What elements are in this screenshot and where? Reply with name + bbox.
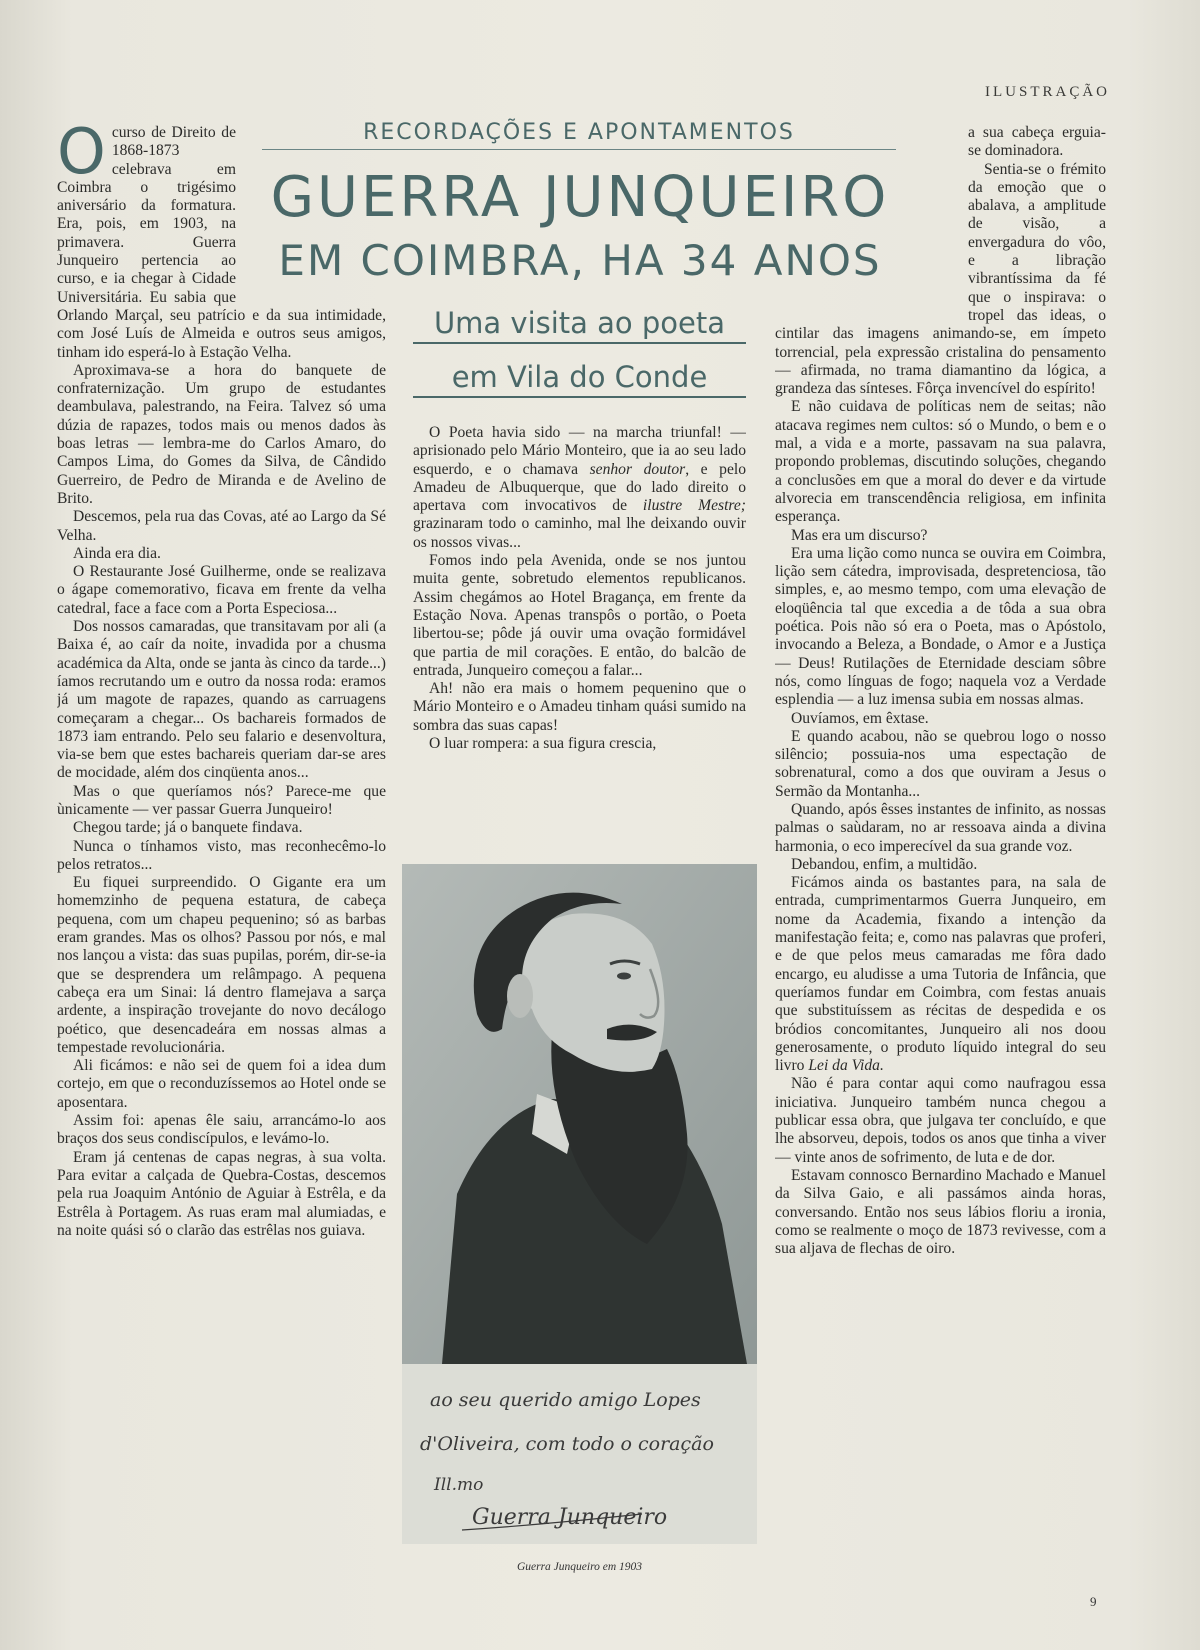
portrait-illustration: [402, 864, 757, 1364]
italic-text: ilustre Mestre;: [642, 497, 746, 515]
paragraph: E quando acabou, não se quebrou logo o nosso silêncio; possuia-nos uma espectação de sobrenatural, como a dos que ouviram a Jesus o Sermão da Montanha...: [775, 727, 1106, 800]
signature-line-2: d'Oliveira, com todo o coração: [420, 1433, 714, 1455]
paragraph: Nunca o tínhamos visto, mas reconhecêmo-lo pelos retratos...: [57, 837, 386, 873]
paragraph: Eram já centenas de capas negras, à sua volta. Para evitar a calçada de Quebra-Costas, descemos pela rua Joaquim António de Aguiar à Estrêla, e da Estrêla à Portagem. As ruas eram mal alumiadas, e na noite quási só o clarão das estrêlas nos guiava.: [57, 1148, 386, 1239]
paragraph: Ainda era dia.: [73, 544, 161, 562]
article-column-3: [775, 124, 1106, 1574]
paragraph: [413, 424, 746, 552]
visit-title-line-2: em Vila do Conde: [413, 360, 746, 398]
photo-caption: Guerra Junqueiro em 1903: [516, 1561, 643, 1573]
article-column-2: [413, 424, 746, 844]
paragraph: Era uma lição como nunca se ouvira em Coimbra, lição sem cátedra, improvisada, despretenciosa, tão simples, e, ao mesmo tempo, com uma elevação de eloqüência tal que excedia a de tôda a sua obra poética. Pois não só era o Poeta, mas o Apóstolo, invocando a Beleza, a Bondade, o Amor e a Justiça — Deus! Rutilações de Eternidade desciam sôbre nós, como línguas de fogo; naquela voz a Verdade esplendia — a luz imensa subia em nossas almas.: [775, 544, 1106, 709]
paragraph: Ah! não era mais o homem pequenino que o Mário Monteiro e o Amadeu tinham quási sumido na sombra das suas capas!: [413, 680, 746, 734]
column-3-headline-spacer: [775, 124, 968, 309]
drop-cap: O: [57, 124, 106, 188]
paragraph: Dos nossos camaradas, que transitavam por ali (a Baixa é, ao caír da noite, invadida por a chusma académica da Alta, onde se janta às cinco da tarde...) íamos recrutando um e outro da nossa roda: eramos já um magote de rapazes, quando as carruagens começaram a chegar... Os bachareis formados de 1873 iam entrando. Pelo seu falario e desenvoltura, via-se bem que estes bachareis queriam dar-se ares de mocidade, além dos cinqüenta anos...: [57, 618, 386, 782]
signature-line-3: Ill.mo: [434, 1475, 484, 1495]
text-run: grazinaram todo o caminho, mal lhe deixando ouvir os nossos vivas...: [413, 515, 746, 551]
page-number: 9: [1090, 1594, 1097, 1609]
visit-title-line-1: Uma visita ao poeta: [413, 306, 746, 344]
paragraph: Descemos, pela rua das Covas, até ao Largo da Sé Velha.: [57, 508, 386, 544]
article-column-1: [57, 124, 386, 1574]
paragraph: Ali ficámos: e não sei de quem foi a idea dum cortejo, em que o reconduzíssemos ao Hotel onde se aposentara.: [57, 1057, 386, 1111]
column-1-headline-spacer: [236, 124, 386, 296]
subheadline: EM COIMBRA, HA 34 ANOS: [278, 236, 882, 285]
text-run: , e pelo Amadeu de Albuquerque, que do lado direito o apertava com invocativos de: [413, 460, 746, 515]
signature-illustration: [402, 1364, 757, 1544]
paragraph: Chegou tarde; já o banquete findava.: [73, 819, 303, 837]
paragraph: a sua cabeça erguia-se dominadora.: [968, 124, 1106, 160]
signature-line-1: ao seu querido amigo Lopes: [430, 1389, 701, 1411]
portrait-photo: [402, 864, 757, 1364]
paragraph: Aproximava-se a hora do banquete de confraternização. Um grupo de estudantes deambulava, palestrando, na Feira. Talvez só uma dúzia de rapazes, todos mais ou menos dados às boas letras — lembra-me do Carlos Amaro, do Campos Lima, do Gomes da Silva, de Cândido Guerreiro, de Pedro de Miranda e de Avelino de Brito.: [57, 361, 386, 507]
section-kicker: RECORDAÇÕES E APONTAMENTOS: [262, 120, 896, 150]
paragraph: Quando, após êsses instantes de infinito, as nossas palmas o saùdaram, no ar ressoava ainda a divina harmonia, o eco imperecível da sua grande voz.: [775, 800, 1106, 855]
paragraph: E não cuidava de políticas nem de seitas; não atacava regimes nem cultos: só o Mundo, o bem e o mal, a vida e a morte, passavam na sua palavra, propondo problemas, discutindo soluções, chegando a conclusões em que a moral do dever e da virtude alvorecia em transcendência religiosa, em infinita esperança.: [775, 398, 1106, 526]
paragraph: Não é para contar aqui como naufragou essa iniciativa. Junqueiro também nunca chegou a publicar essa obra, que julgava ter concluído, e que lhe absorveu, depois, todos os anos que tinha a viver — vinte anos de sofrimento, de luta e de dor.: [775, 1075, 1106, 1166]
paragraph: Debandou, enfim, a multidão.: [791, 855, 978, 873]
paragraph: Estavam connosco Bernardino Machado e Manuel da Silva Gaio, e ali passámos ainda horas, conversando. Então nos seus lábios floriu a ironia, como se realmente o moço de 1873 revivesse, com a sua aljava de flechas de oiro.: [775, 1166, 1106, 1258]
signature-line-4: Guerra Junqueiro: [472, 1505, 668, 1530]
paragraph: Assim foi: apenas êle saiu, arrancámo-lo aos braços dos seus condiscípulos, e levámo-lo.: [57, 1112, 386, 1148]
paragraph: Ouvíamos, em êxtase.: [791, 709, 929, 727]
running-head: ILUSTRAÇÃO: [984, 84, 1110, 100]
text-run: O Poeta havia sido — na marcha triunfal! — aprisionado pelo Mário Monteiro, que ia ao seu lado esquerdo, e o chamava: [413, 424, 746, 478]
italic-text: Lei da Vida.: [808, 1057, 884, 1075]
paragraph: Eu fiquei surpreendido. O Gigante era um homemzinho de pequena estatura, de cabeça pequena, com um chapeu pequenino; só as barbas eram grandes. Mas os olhos? Passou por nós, e mal nos lançou a vista: das suas pupilas, porém, dir-se-ia que se desprendera um relâmpago. A pequena cabeça era um Sinai: lá dentro flamejava a sarça ardente, a inspiração trovejante do novo decálogo poético, que desencadeára em nossas almas a tempestade revolucionária.: [57, 874, 386, 1056]
italic-text: senhor doutor: [589, 460, 686, 478]
paragraph: O Restaurante José Guilherme, onde se realizava o ágape comemorativo, ficava em frente da velha catedral, face a face com a Porta Especiosa...: [57, 563, 386, 617]
text-run: Ficámos ainda os bastantes para, na sala de entrada, cumprimentarmos Guerra Junqueiro, em nome da Academia, fixando a intenção da manifestação feita; e, como nas palavras que proferi, e de que pelos meus camaradas me fôra dado encargo, eu aludisse a uma Tutoria de Infância, que queríamos fundar em Coimbra, com festas anuais que substituíssem as récitas de despedida e os bródios concomitantes, Junqueiro ali nos doou generosamente, o produto líquido integral do seu livro: [775, 874, 1106, 1075]
paragraph: Sentia-se o frémito da emoção que o abalava, a amplitude de visão, a envergadura do vôo, e a libração vibrantíssima da fé que o inspirava: o tropel das ideas, o cintilar das imagens animando-se, em ímpeto torrencial, pela expressão cristalina do pensamento — afirmada, no trama diamantino da lógica, a grandeza das sínteses. Fôrça invencível do espírito!: [775, 160, 1106, 398]
paragraph: Mas o que queríamos nós? Parece-me que ùnicamente — ver passar Guerra Junqueiro!: [57, 782, 386, 818]
paragraph: Fomos indo pela Avenida, onde se nos juntou muita gente, sobretudo elementos republicanos. Assim chegámos ao Hotel Bragança, em frente da Estação Nova. Apenas transpôs o portão, o Poeta libertou-se; pôde já ouvir uma ovação formidável que partia de mil corações. E então, do balcão de entrada, Junqueiro começou a falar...: [413, 552, 746, 679]
lead-paragraph-text: curso de Direito de 1868-1873 celebrava em Coimbra o trigésimo aniversário da formatura. Era, pois, em 1903, na primavera. Guerra Junqueiro pertencia ao curso, e ia chegar à Cidade Universitária. Eu sabia que Orlando Marçal, seu patrício e da sua intimidade, com José Luís de Almeida e outros seus amigos, tinham ido esperá-lo à Estação Velha.: [57, 124, 386, 361]
paragraph: Mas era um discurso?: [791, 526, 928, 544]
signature-inscription: [402, 1364, 757, 1544]
paragraph: O luar rompera: a sua figura crescia,: [429, 735, 657, 753]
headline: GUERRA JUNQUEIRO: [270, 165, 890, 230]
paragraph: [775, 874, 1106, 1075]
